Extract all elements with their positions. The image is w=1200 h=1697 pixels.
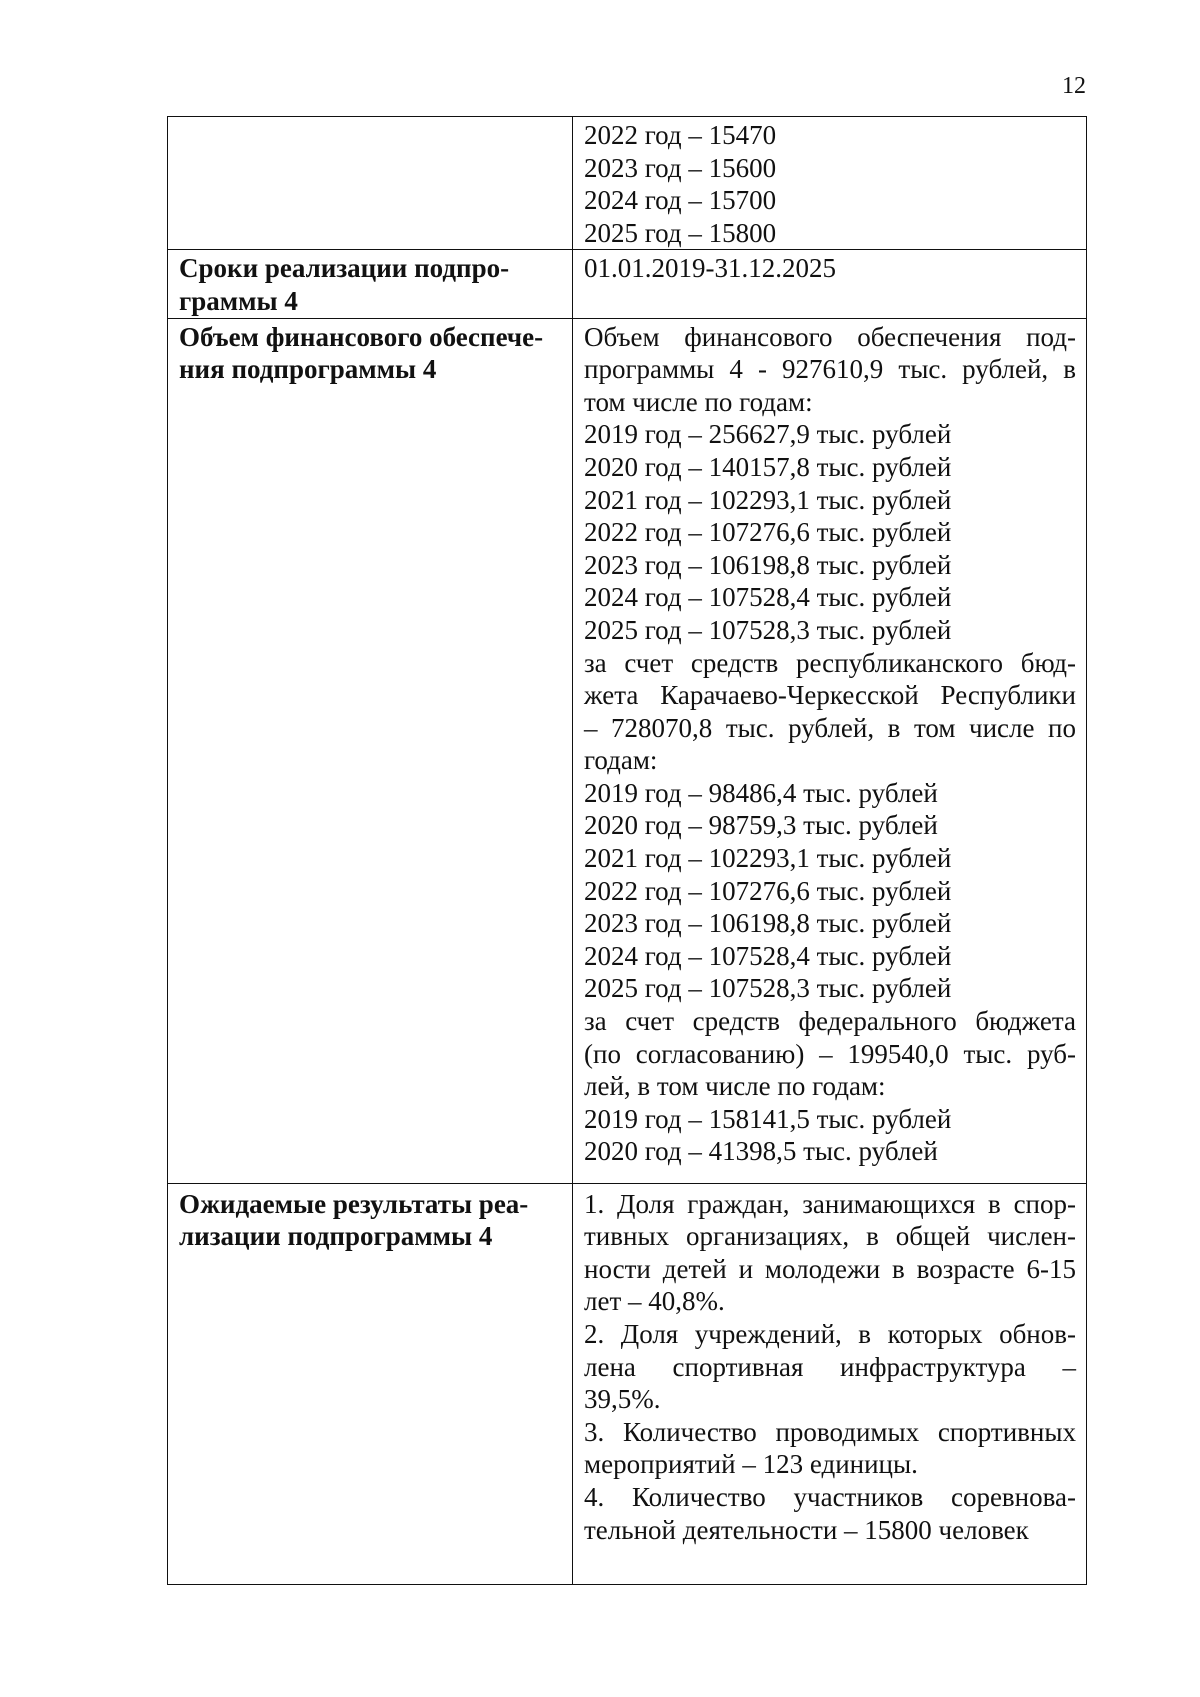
total-2022: 2022 год – 107276,6 тыс. рублей (584, 517, 952, 548)
participants-2022: 2022 год – 15470 (584, 120, 777, 150)
regional-2019: 2019 год – 98486,4 тыс. рублей (584, 777, 938, 808)
result-2-line: лена спортивная инфраструктура – (584, 1351, 1076, 1382)
participants-2023: 2023 год – 15600 (584, 152, 777, 183)
subprogram-passport-table (167, 116, 1087, 1585)
total-2019: 2019 год – 256627,9 тыс. рублей (584, 419, 952, 450)
term-value-cell (573, 250, 1087, 318)
result-3-line: 3. Количество проводимых спортивных (584, 1416, 1076, 1447)
regional-intro-line: за счет средств республиканского бюд- (584, 647, 1076, 678)
regional-intro-line: – 728070,8 тыс. рублей, в том числе по (584, 712, 1076, 743)
result-1-line: тивных организациях, в общей числен- (584, 1221, 1076, 1252)
participants-2025: 2025 год – 15800 (584, 217, 777, 248)
result-1-line: лет – 40,8%. (584, 1286, 725, 1317)
term-label-cell (168, 250, 573, 318)
table-row-implementation-term (168, 250, 1087, 318)
federal-intro-line: (по согласованию) – 199540,0 тыс. руб- (584, 1038, 1076, 1069)
federal-intro-line: за счет средств федерального бюджета (584, 1006, 1076, 1037)
results-label-line: лизации подпрограммы 4 (179, 1221, 493, 1252)
financing-label-cell (168, 318, 573, 1183)
regional-2025: 2025 год – 107528,3 тыс. рублей (584, 973, 952, 1004)
term-label-line: граммы 4 (179, 285, 298, 316)
results-value-cell (573, 1183, 1087, 1584)
financing-label-line: Объем финансового обеспече- (179, 321, 544, 352)
result-4-line: тельной деятельности – 15800 человек (584, 1514, 1029, 1545)
financing-intro-line: том числе по годам: (584, 386, 813, 417)
page-number: 12 (1062, 73, 1086, 99)
term-label-line: Сроки реализации подпро- (179, 253, 510, 284)
financing-label-line: ния подпрограммы 4 (179, 354, 437, 385)
result-3-line: мероприятий – 123 единицы. (584, 1449, 918, 1480)
financing-intro-line: Объем финансового обеспечения под- (584, 321, 1076, 352)
table-row-participants-continued (168, 117, 1087, 250)
regional-2023: 2023 год – 106198,8 тыс. рублей (584, 908, 952, 939)
financing-intro-line: программы 4 - 927610,9 тыс. рублей, в (584, 354, 1076, 385)
total-2021: 2021 год – 102293,1 тыс. рублей (584, 484, 952, 515)
table-row-expected-results (168, 1183, 1087, 1584)
federal-2020: 2020 год – 41398,5 тыс. рублей (584, 1136, 938, 1167)
result-2-line: 39,5%. (584, 1384, 661, 1415)
federal-2019: 2019 год – 158141,5 тыс. рублей (584, 1103, 952, 1134)
regional-intro-line: годам: (584, 745, 658, 776)
result-4-line: 4. Количество участников соревнова- (584, 1481, 1076, 1512)
participants-2024: 2024 год – 15700 (584, 185, 777, 216)
empty-label-cell (168, 117, 573, 250)
total-2023: 2023 год – 106198,8 тыс. рублей (584, 549, 952, 580)
financing-value-cell (573, 318, 1087, 1183)
regional-2020: 2020 год – 98759,3 тыс. рублей (584, 810, 938, 841)
regional-intro-line: жета Карачаево-Черкесской Республики (584, 680, 1076, 711)
regional-2024: 2024 год – 107528,4 тыс. рублей (584, 940, 952, 971)
regional-2022: 2022 год – 107276,6 тыс. рублей (584, 875, 952, 906)
result-2-line: 2. Доля учреждений, в которых обнов- (584, 1318, 1076, 1349)
total-2025: 2025 год – 107528,3 тыс. рублей (584, 614, 952, 645)
results-label-line: Ожидаемые результаты реа- (179, 1188, 529, 1219)
term-value: 01.01.2019-31.12.2025 (584, 253, 836, 284)
federal-intro-line: лей, в том числе по годам: (584, 1071, 886, 1102)
result-1-line: ности детей и молодежи в возрасте 6-15 (584, 1253, 1076, 1284)
results-label-cell (168, 1183, 573, 1584)
result-1-line: 1. Доля граждан, занимающихся в спор- (584, 1188, 1076, 1219)
regional-2021: 2021 год – 102293,1 тыс. рублей (584, 843, 952, 874)
total-2024: 2024 год – 107528,4 тыс. рублей (584, 582, 952, 613)
participants-by-year-cell (573, 117, 1087, 250)
total-2020: 2020 год – 140157,8 тыс. рублей (584, 451, 952, 482)
table-row-financing-volume (168, 318, 1087, 1183)
